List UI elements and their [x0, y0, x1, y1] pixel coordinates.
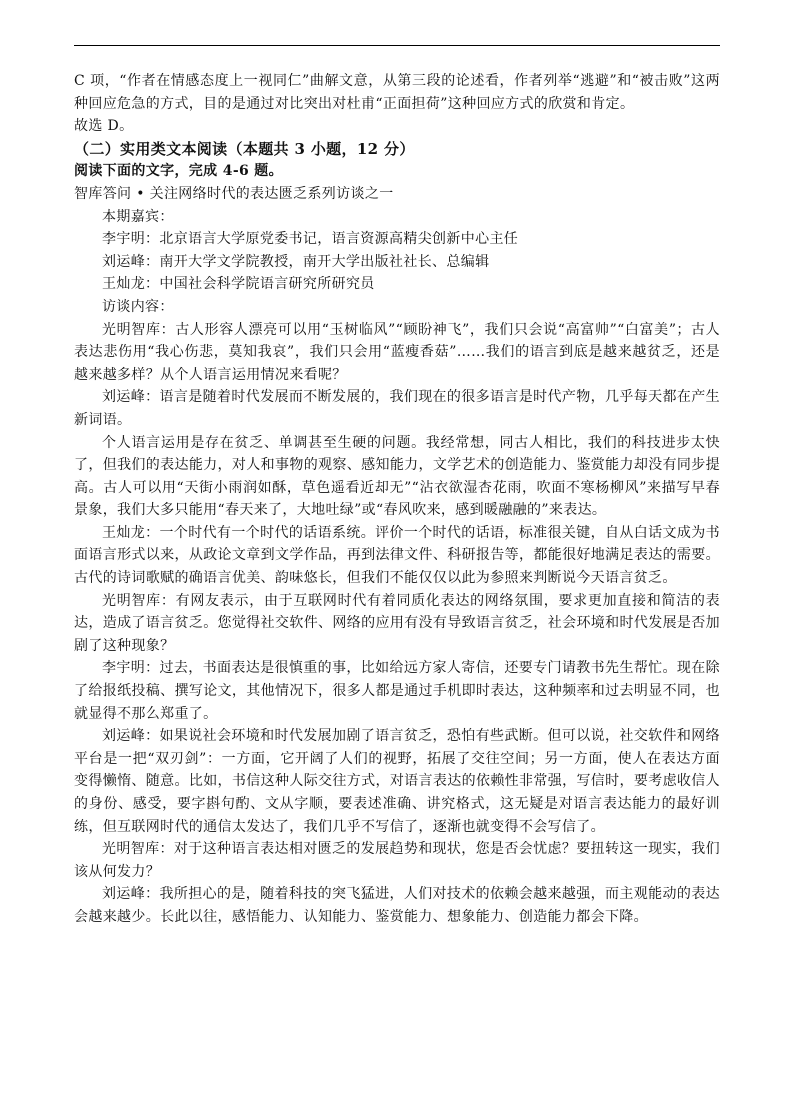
guest-entry: 李宇明：北京语言大学原党委书记，语言资源高精尖创新中心主任	[102, 231, 519, 248]
guest-entry: 王灿龙：中国社会科学院语言研究所研究员	[102, 276, 375, 293]
interview-paragraph: 李宇明：过去，书面表达是很慎重的事，比如给远方家人寄信，还要专门请教书先生帮忙。现在除了给报纸投稿、撰写论文，其他情况下，很多人都是通过手机即时表达，这种频率和过去明显不同，也就显得不那么郑重了。	[74, 660, 720, 722]
header-rule	[74, 45, 720, 46]
interview-paragraph: 光明智库：对于这种语言表达相对匮乏的发展趋势和现状，您是否会忧虑？要扭转这一现实，我们该从何发力？	[74, 841, 720, 880]
article-title: 智库答问 • 关注网络时代的表达匮乏系列访谈之一	[74, 185, 394, 202]
previous-answer-conclusion: 故选 D。	[74, 118, 134, 135]
interview-paragraph: 王灿龙：一个时代有一个时代的话语系统。评价一个时代的话语，标准很关键，自从白话文成为书面语言形式以来，从政论文章到文学作品，再到法律文件、科研报告等，都能很好地满足表达的需要。古代的诗词歌赋的确语言优美、韵味悠长，但我们不能仅仅以此为参照来判断说今天语言贫乏。	[74, 524, 720, 587]
interview-paragraph: 光明智库：有网友表示，由于互联网时代有着同质化表达的网络氛围，要求更加直接和简洁的表达，造成了语言贫乏。您觉得社交软件、网络的应用有没有导致语言贫乏，社会环境和时代发展是否加剧了这种现象？	[74, 592, 720, 654]
previous-answer-explanation: C 项，“作者在情感态度上一视同仁”曲解文意，从第三段的论述看，作者列举“逃避”和“被击败”这两种回应危急的方式，目的是通过对比突出对杜甫“正面担荷”这种回应方式的欣赏和肯定。	[74, 73, 720, 112]
interview-paragraph: 个人语言运用是存在贫乏、单调甚至生硬的问题。我经常想，同古人相比，我们的科技进步太快了，但我们的表达能力，对人和事物的观察、感知能力，文学艺术的创造能力、鉴赏能力却没有同步提高。古人可以用“天街小雨润如酥，草色遥看近却无”“沾衣欲湿杏花雨，吹面不寒杨柳风”来描写早春景象，我们大多只能用“春天来了，大地吐绿”或“春风吹来，感到暖融融的”来表达。	[74, 434, 720, 519]
interview-paragraph: 刘运峰：如果说社会环境和时代发展加剧了语言贫乏，恐怕有些武断。但可以说，社交软件和网络平台是一把“双刃剑”：一方面，它开阔了人们的视野，拓展了交往空间；另一方面，使人在表达方面变得懒惰、随意。比如，书信这种人际交往方式，对语言表达的依赖性非常强，写信时，要考虑收信人的身份、感受，要字斟句酌、文从字顺，要表述准确、讲究格式，这无疑是对语言表达能力的最好训练，但互联网时代的通信太发达了，我们几乎不写信了，逐渐也就变得不会写信了。	[74, 728, 720, 835]
interview-paragraph: 光明智库：古人形容人漂亮可以用“玉树临风”“顾盼神飞”，我们只会说“高富帅”“白富美”；古人表达悲伤用“我心伤悲，莫知我哀”，我们只会用“蓝瘦香菇”……我们的语言到底是越来越贫乏，还是越来越多样？从个人语言运用情况来看呢？	[74, 321, 720, 383]
section-heading: （二）实用类文本阅读（本题共 3 小题，12 分）	[74, 139, 415, 158]
guest-entry: 刘运峰：南开大学文学院教授，南开大学出版社社长、总编辑	[102, 253, 490, 270]
document-body	[74, 70, 720, 929]
interview-paragraph: 刘运峰：我所担心的是，随着科技的突飞猛进，人们对技术的依赖会越来越强，而主观能动的表达会越来越少。长此以往，感悟能力、认知能力、鉴赏能力、想象能力、创造能力都会下降。	[74, 886, 720, 925]
reading-instruction: 阅读下面的文字，完成 4-6 题。	[74, 163, 283, 180]
interview-content-label: 访谈内容：	[102, 298, 174, 315]
guests-label: 本期嘉宾：	[102, 208, 174, 225]
interview-paragraph: 刘运峰：语言是随着时代发展而不断发展的，我们现在的很多语言是时代产物，几乎每天都在产生新词语。	[74, 389, 720, 428]
